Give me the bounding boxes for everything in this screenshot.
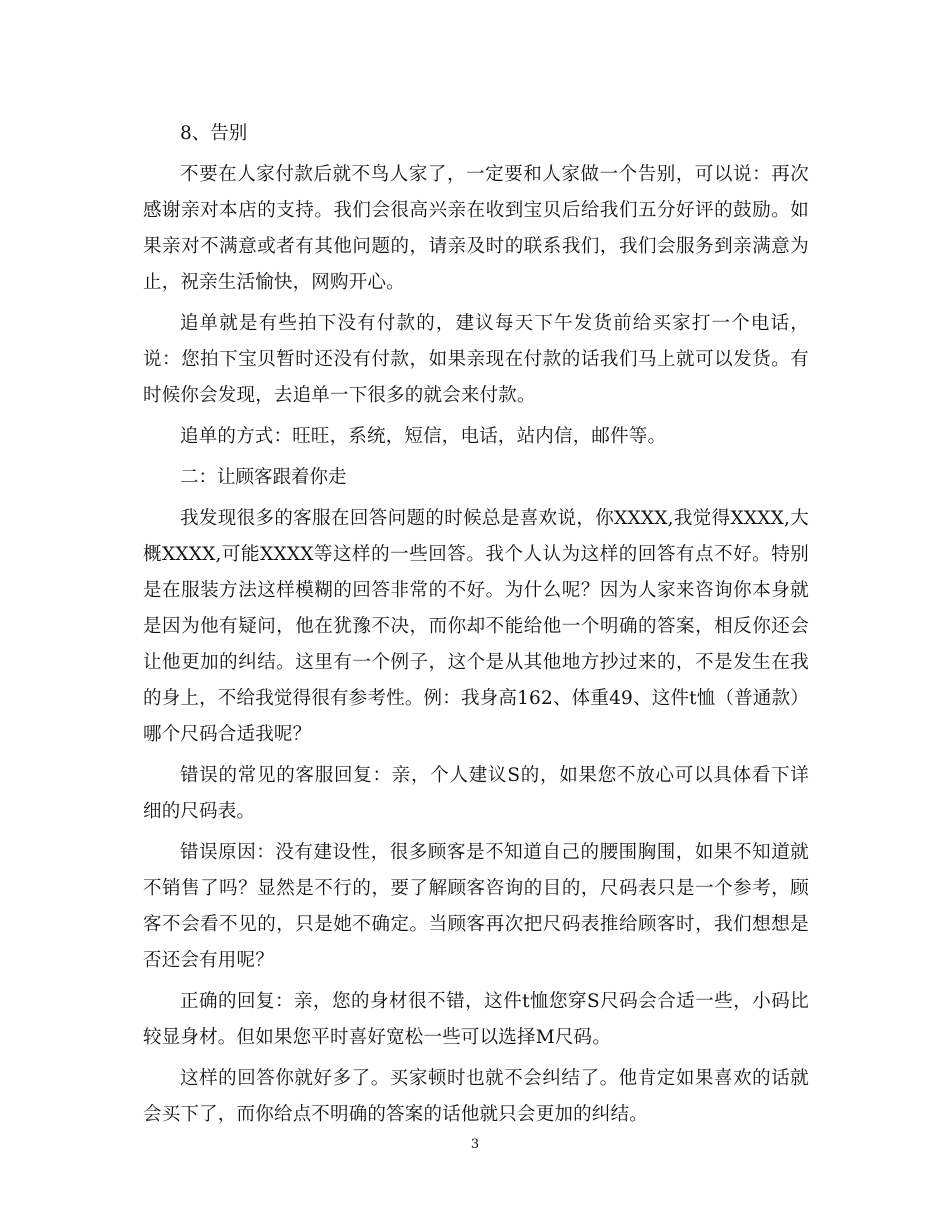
paragraph-vague-answers: 我发现很多的客服在回答问题的时候总是喜欢说，你XXXX,我觉得XXXX,大概XXXX,可能XXXX等这样的一些回答。我个人认为这样的回答有点不好。特别是在服装方法这样模糊的回答非常的不好。为什么呢？因为人家来咨询你本身就是因为他有疑问，他在犹豫不决，而你却不能给他一个明确的答案，相反你还会让他更加的纠结。这里有一个例子，这个是从其他地方抄过来的，不是发生在我的身上，不给我觉得很有参考性。例：我身高162、体重49、这件t恤（普通款）哪个尺码合适我呢？ (143, 508, 809, 745)
section-heading-lead-customer: 二：让顾客跟着你走 (180, 467, 347, 488)
paragraph-wrong-reply: 错误的常见的客服回复：亲，个人建议S的，如果您不放心可以具体看下详细的尺码表。 (143, 765, 809, 822)
paragraph-follow-up-methods: 追单的方式：旺旺，系统，短信，电话，站内信，邮件等。 (180, 426, 667, 447)
paragraph-wrong-reason: 错误原因：没有建设性，很多顾客是不知道自己的腰围胸围，如果不知道就不销售了吗？显然是不行的，要了解顾客咨询的目的，尺码表只是一个参考，顾客不会看不见的，只是她不确定。当顾客再次把尺码表推给顾客时，我们想想是否还会有用呢？ (143, 842, 809, 971)
section-heading-farewell: 8、告别 (180, 123, 248, 144)
document-body (143, 116, 809, 1138)
paragraph-correct-reply: 正确的回复：亲，您的身材很不错，这件t恤您穿S尺码会合适一些，小码比较显身材。但如果您平时喜好宽松一些可以选择M尺码。 (143, 991, 809, 1048)
page-number: 3 (470, 1137, 480, 1152)
paragraph-follow-up-orders: 追单就是有些拍下没有付款的，建议每天下午发货前给买家打一个电话，说：您拍下宝贝暂时还没有付款，如果亲现在付款的话我们马上就可以发货。有时候你会发现，去追单一下很多的就会来付款。 (143, 313, 809, 406)
paragraph-conclusion: 这样的回答你就好多了。买家顿时也就不会纠结了。他肯定如果喜欢的话就会买下了，而你给点不明确的答案的话他就只会更加的纠结。 (143, 1068, 809, 1125)
paragraph-farewell: 不要在人家付款后就不鸟人家了，一定要和人家做一个告别，可以说：再次感谢亲对本店的支持。我们会很高兴亲在收到宝贝后给我们五分好评的鼓励。如果亲对不满意或者有其他问题的，请亲及时的联系我们，我们会服务到亲满意为止，祝亲生活愉快，网购开心。 (143, 164, 809, 293)
